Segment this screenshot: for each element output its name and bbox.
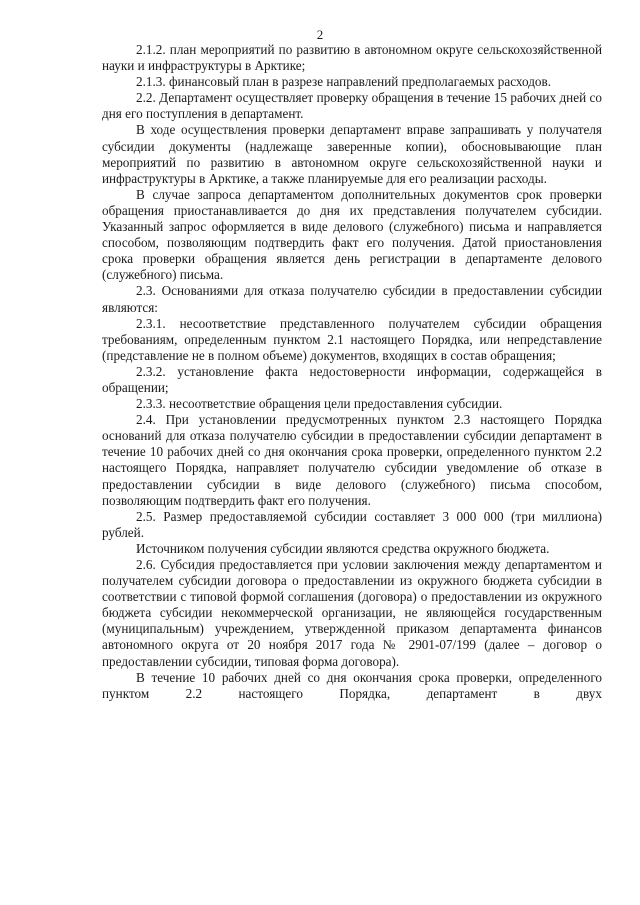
paragraph-2-1-2: 2.1.2. план мероприятий по развитию в автономном округе сельскохозяйственной науки и инфраструктуры в Арктике; (102, 42, 602, 74)
paragraph-2-2: 2.2. Департамент осуществляет проверку обращения в течение 15 рабочих дней со дня его поступления в департамент. (102, 90, 602, 122)
paragraph-2-3-3: 2.3.3. несоответствие обращения цели предоставления субсидии. (136, 396, 503, 412)
paragraph-funding-source: Источником получения субсидии являются средства окружного бюджета. (136, 540, 550, 556)
paragraph-additional-documents: В случае запроса департаментом дополнительных документов срок проверки обращения приостанавливается до дня их представления получателем субсидии. Указанный запрос оформляется в виде делового (служебного) письма и направляется способом, позволяющим подтвердить факт его получения. Датой приостановления срока проверки обращения является день регистрации в департаменте делового (служебного) письма. (102, 186, 602, 283)
paragraph-2-4: 2.4. При установлении предусмотренных пунктом 2.3 настоящего Порядка оснований для отказа получателю субсидии в предоставлении субсидии департамент в течение 10 рабочих дней со дня окончания срока проверки, определенного пунктом 2.2 настоящего Порядка, направляет получателю субсидии уведомление об отказе в предоставлении субсидии в виде делового (служебного) письма способом, позволяющим подтвердить факт его получения. (102, 412, 602, 508)
page-number: 2 (316, 27, 324, 42)
document-body (102, 42, 602, 702)
paragraph-2-6: 2.6. Субсидия предоставляется при условии заключения между департаментом и получателем субсидии договора о предоставлении из окружного бюджета субсидии в соответствии с типовой формой соглашения (договора) о предоставлении из окружного бюджета субсидии некоммерческой организации, не являющейся государственным (муниципальным) учреждением, утвержденной приказом департамента финансов автономного округа от 20 ноября 2017 года № 2901-07/199 (далее – договор о предоставлении субсидии, типовая форма договора). (102, 557, 602, 669)
paragraph-2-1-3: 2.1.3. финансовый план в разрезе направлений предполагаемых расходов. (136, 74, 552, 90)
paragraph-2-3-2: 2.3.2. установление факта недостоверности информации, содержащейся в обращении; (102, 363, 602, 395)
paragraph-2-5: 2.5. Размер предоставляемой субсидии составляет 3 000 000 (три миллиона) рублей. (102, 508, 602, 540)
paragraph-2-3-1: 2.3.1. несоответствие представленного получателем субсидии обращения требованиям, определенным пунктом 2.1 настоящего Порядка, или непредставление (представление не в полном объеме) документов, входящих в состав обращения; (102, 315, 602, 363)
paragraph-verification-requests: В ходе осуществления проверки департамент вправе запрашивать у получателя субсидии документы (надлежаще заверенные копии), обосновывающие план мероприятий по развитию в автономном округе сельскохозяйственной науки и инфраструктуры в Арктике, а также планируемые для его реализации расходы. (102, 122, 602, 186)
paragraph-2-3: 2.3. Основаниями для отказа получателю субсидии в предоставлении субсидии являются: (102, 283, 602, 315)
paragraph-contract-term: В течение 10 рабочих дней со дня окончания срока проверки, определенного пунктом 2.2 настоящего Порядка, департамент в двух (102, 669, 602, 701)
